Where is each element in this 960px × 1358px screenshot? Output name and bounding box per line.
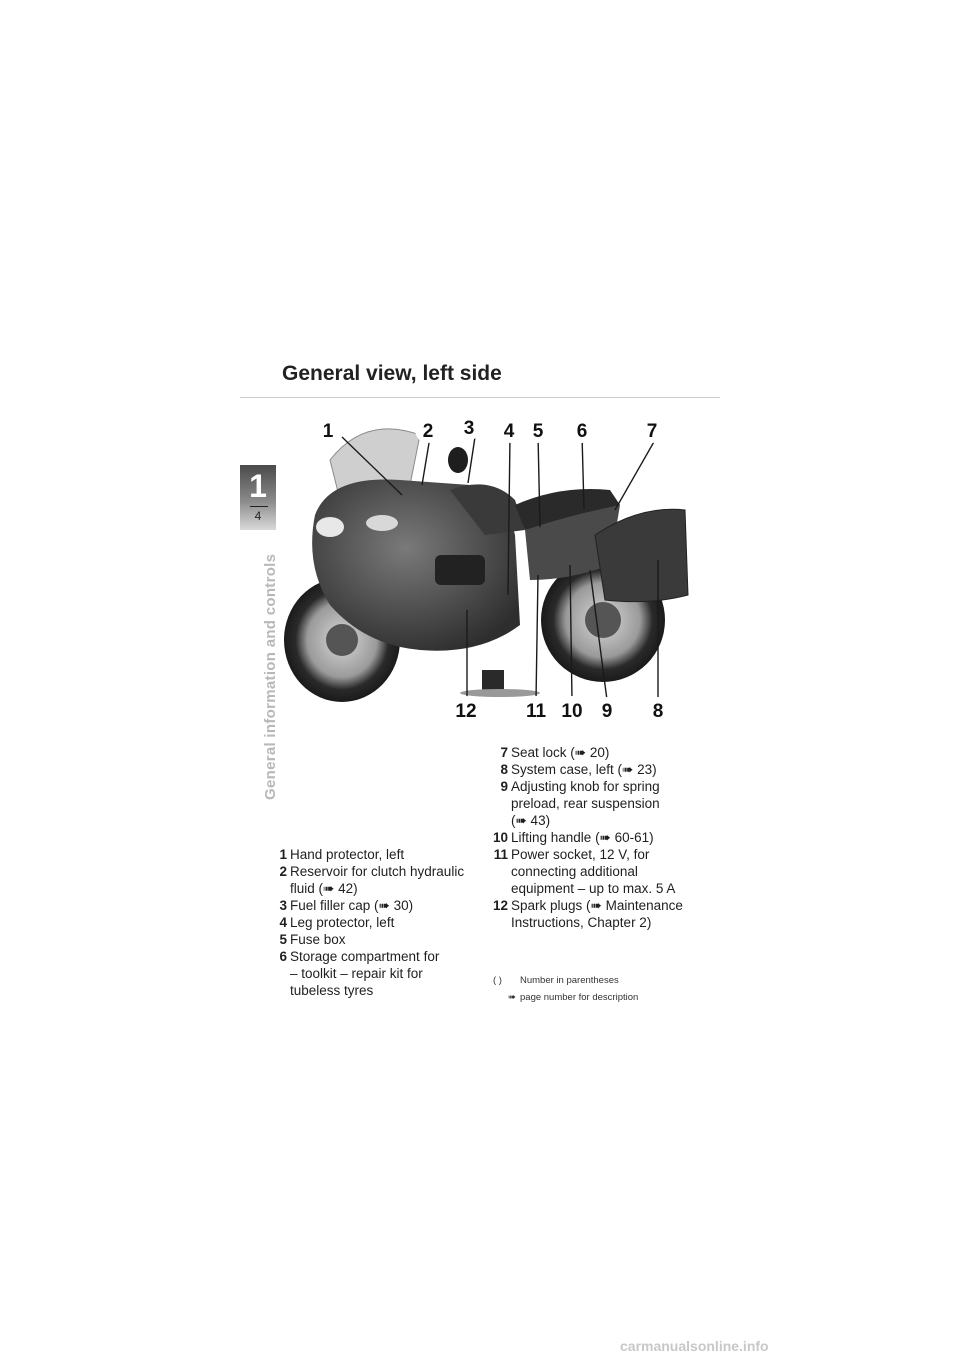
list-item xyxy=(486,744,696,761)
legend-paren-text: Number in parentheses xyxy=(520,975,619,986)
callout-label-8: 8 xyxy=(652,701,664,722)
callout-label-6: 6 xyxy=(576,421,588,442)
item-number: 10 xyxy=(492,830,508,845)
legend xyxy=(493,972,638,1006)
item-number: 7 xyxy=(500,745,508,760)
watermark: carmanualsonline.info xyxy=(620,1338,769,1354)
chapter-side-label: General information and controls xyxy=(262,553,279,800)
item-number: 8 xyxy=(500,762,508,777)
list-item xyxy=(486,761,696,778)
item-number: 3 xyxy=(279,898,287,913)
page-title: General view, left side xyxy=(282,362,502,385)
legend-arrow-text: page number for description xyxy=(520,992,639,1003)
list-item xyxy=(265,931,475,948)
parts-list-right xyxy=(486,744,696,931)
page-number: 4 xyxy=(254,509,262,523)
callout-label-3: 3 xyxy=(463,418,475,439)
callout-label-1: 1 xyxy=(322,421,334,442)
item-text: Fuse box xyxy=(290,932,346,947)
callout-label-4: 4 xyxy=(503,421,515,442)
list-item xyxy=(486,778,696,829)
item-number: 6 xyxy=(279,949,287,964)
parts-list-left xyxy=(265,846,475,999)
item-number: 1 xyxy=(279,847,287,862)
list-item xyxy=(265,948,475,999)
list-item xyxy=(265,914,475,931)
callout-label-10: 10 xyxy=(561,701,583,722)
callout-label-9: 9 xyxy=(601,701,613,722)
item-number: 2 xyxy=(279,864,287,879)
list-item xyxy=(486,846,696,897)
list-item xyxy=(486,897,696,931)
item-text: Leg protector, left xyxy=(290,915,395,930)
list-item xyxy=(265,863,475,897)
item-number: 5 xyxy=(279,932,287,947)
list-item xyxy=(265,846,475,863)
title-divider xyxy=(240,397,720,398)
callout-label-7: 7 xyxy=(646,421,658,442)
item-text: Reservoir for clutch hydraulic fluid (➠ 42) xyxy=(290,864,465,896)
item-text: Power socket, 12 V, for connecting additional equipment – up to max. 5 A xyxy=(511,847,676,896)
item-text: Spark plugs (➠ Maintenance Instructions, Chapter 2) xyxy=(511,898,683,930)
item-text: Seat lock (➠ 20) xyxy=(511,745,610,760)
legend-paren-key: ( ) xyxy=(493,975,502,986)
item-text: System case, left (➠ 23) xyxy=(511,762,657,777)
item-number: 11 xyxy=(493,847,508,862)
arrow-icon: ➠ xyxy=(508,992,516,1003)
motorcycle-photo xyxy=(270,405,720,730)
item-text: Adjusting knob for spring preload, rear suspension (➠ 43) xyxy=(511,779,660,828)
item-text: Lifting handle (➠ 60-61) xyxy=(511,830,654,845)
item-text: Fuel filler cap (➠ 30) xyxy=(290,898,414,913)
item-text: Storage compartment for – toolkit – repair kit for tubeless tyres xyxy=(290,949,440,998)
item-number: 4 xyxy=(279,915,287,930)
chapter-number: 1 xyxy=(249,468,267,504)
list-item xyxy=(486,829,696,846)
callout-label-5: 5 xyxy=(532,421,544,442)
chapter-divider xyxy=(250,506,268,507)
list-item xyxy=(265,897,475,914)
item-text: Hand protector, left xyxy=(290,847,405,862)
callout-label-2: 2 xyxy=(422,421,434,442)
item-number: 12 xyxy=(492,898,508,913)
callout-label-12: 12 xyxy=(455,701,477,722)
callout-label-11: 11 xyxy=(525,701,547,722)
item-number: 9 xyxy=(500,779,508,794)
